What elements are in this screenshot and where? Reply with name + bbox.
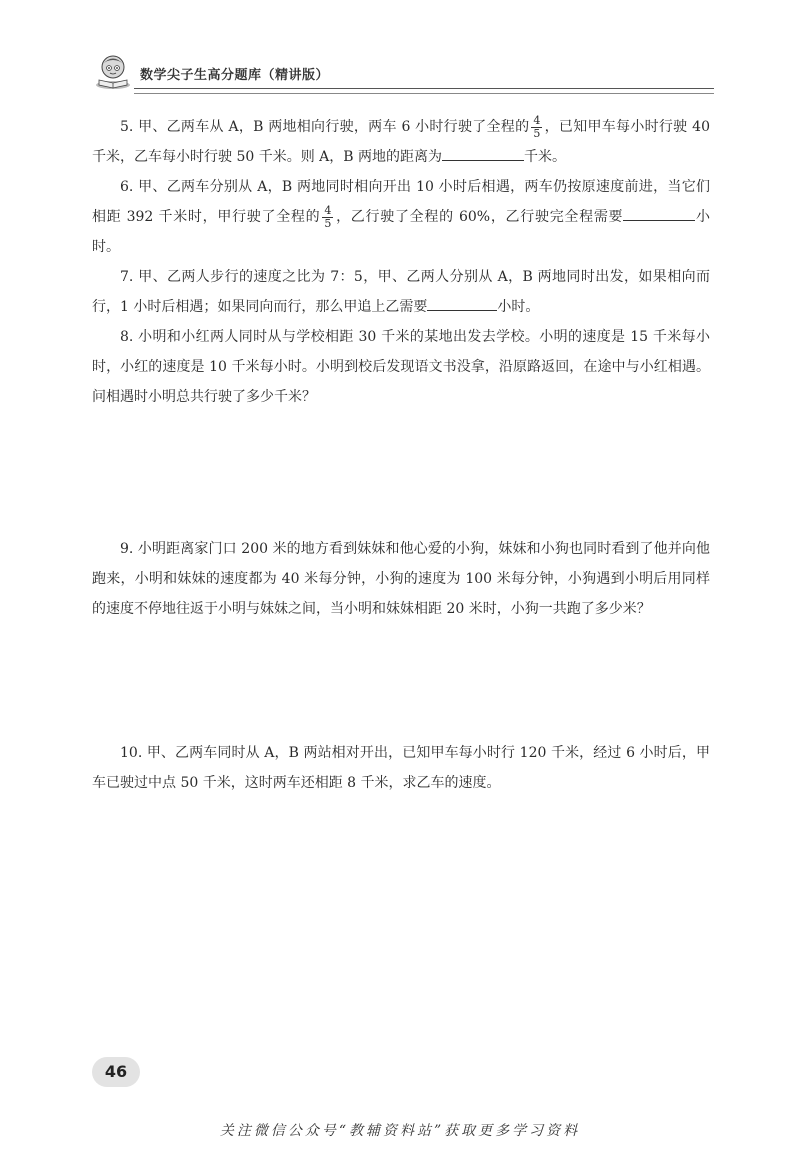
page-number: 46 (104, 1062, 128, 1081)
question-list (92, 112, 710, 798)
question-10: 10. 甲、乙两车同时从 A，B 两站相对开出，已知甲车每小时行 120 千米，经过 6 小时后，甲车已驶过中点 50 千米，这时两车还相距 8 千米，求乙车的速度。 (92, 745, 710, 791)
fraction (531, 115, 542, 140)
question-text: ，已知甲车每小时行驶 40 千米，乙车每小时行驶 50 千米。则 A，B 两地的距离为 (92, 119, 710, 165)
question-text: 7. 甲、乙两人步行的速度之比为 7：5，甲、乙两人分别从 A，B 两地同时出发，如果相向而行，1 小时后相遇；如果同向而行，那么甲追上乙需要 (92, 269, 710, 315)
fraction-denominator: 5 (533, 126, 541, 140)
page-number-badge (92, 1057, 140, 1087)
question-5 (92, 112, 710, 172)
book-title: 数学尖子生高分题库（精讲版） (140, 68, 330, 83)
page-header (94, 52, 714, 92)
question-text: 5. 甲、乙两车从 A，B 两地相向行驶，两车 6 小时行驶了全程的 (120, 119, 530, 135)
question-text: 6. 甲、乙两车分别从 A，B 两地同时相向开出 10 小时后相遇，两车仍按原速度前进，当它们相距 392 千米时，甲行驶了全程的 (92, 179, 710, 225)
student-reading-icon (94, 52, 132, 90)
fraction (322, 205, 333, 230)
fraction-numerator: 4 (324, 203, 332, 217)
question-6 (92, 172, 710, 262)
answer-space (92, 412, 710, 534)
footer-note: 关注微信公众号“教辅资料站”获取更多学习资料 (219, 1123, 581, 1139)
fraction-denominator: 5 (324, 216, 332, 230)
question-7 (92, 262, 710, 322)
answer-blank[interactable] (442, 144, 524, 161)
answer-blank[interactable] (623, 204, 695, 221)
answer-blank[interactable] (427, 294, 497, 311)
question-text: 千米。 (524, 149, 567, 165)
question-text: ，乙行驶了全程的 60%，乙行驶完全程需要 (335, 209, 624, 225)
header-divider (134, 88, 714, 94)
question-8: 8. 小明和小红两人同时从与学校相距 30 千米的某地出发去学校。小明的速度是 15 千米每小时，小红的速度是 10 千米每小时。小明到校后发现语文书没拿，沿原路返回，在途中与小红相遇。问相遇时小明总共行驶了多少千米？ (92, 329, 710, 405)
answer-space (92, 624, 710, 738)
fraction-numerator: 4 (533, 113, 541, 127)
question-text: 小时。 (92, 209, 710, 255)
question-9: 9. 小明距离家门口 200 米的地方看到妹妹和他心爱的小狗，妹妹和小狗也同时看到了他并向他跑来，小明和妹妹的速度都为 40 米每分钟，小狗的速度为 100 米每分钟，小狗遇到小明后用同样的速度不停地往返于小明与妹妹之间，当小明和妹妹相距 20 米时，小狗一共跑了多少米？ (92, 541, 710, 617)
question-text: 小时。 (497, 299, 540, 315)
